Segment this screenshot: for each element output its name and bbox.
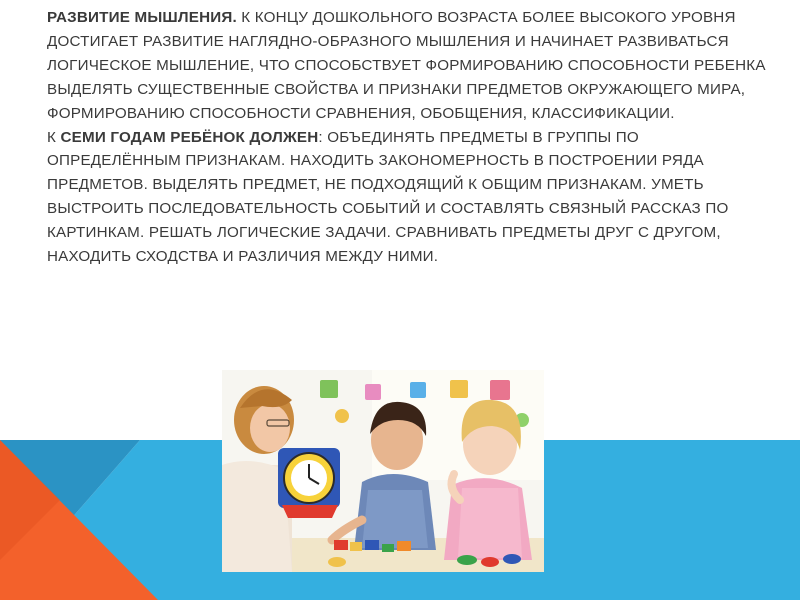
heading-seven-years: СЕМИ ГОДАМ РЕБЁНОК ДОЛЖЕН (60, 128, 319, 146)
photo-illustration (222, 370, 544, 572)
heading-thinking-development: РАЗВИТИЕ МЫШЛЕНИЯ. (47, 9, 237, 26)
wall-decoration (365, 384, 381, 400)
paragraph-seven-years (47, 126, 767, 269)
wall-decoration (450, 380, 468, 398)
toy-clock (278, 448, 340, 518)
paragraph-thinking-development (47, 6, 767, 126)
seven-years-prefix: К (47, 128, 61, 146)
wall-decoration (320, 380, 338, 398)
wall-decoration (490, 380, 510, 400)
wall-decoration (410, 382, 426, 398)
slide-text (47, 6, 767, 269)
seven-years-text: : ОБЪЕДИНЯТЬ ПРЕДМЕТЫ В ГРУППЫ ПО ОПРЕДЕЛЁННЫМ ПРИЗНАКАМ. НАХОДИТЬ ЗАКОНОМЕРНОСТЬ В ПОСТРОЕНИИ РЯДА ПРЕДМЕТОВ. ВЫДЕЛЯТЬ ПРЕДМЕТ, НЕ ПОДХОДЯЩИЙ К ОБЩИМ ПРИЗНАКАМ. УМЕТЬ ВЫСТРОИТЬ ПОСЛЕДОВАТЕЛЬНОСТЬ СОБЫТИЙ И СОСТАВЛЯТЬ СВЯЗНЫЙ РАССКАЗ ПО КАРТИНКАМ. РЕШАТЬ ЛОГИЧЕСКИЕ ЗАДАЧИ. СРАВНИВАТЬ ПРЕДМЕТЫ ДРУГ С ДРУГОМ, НАХОДИТЬ СХОДСТВА И РАЗЛИЧИЯ МЕЖДУ НИМИ. (47, 128, 729, 266)
thinking-development-text: К КОНЦУ ДОШКОЛЬНОГО ВОЗРАСТА БОЛЕЕ ВЫСОКОГО УРОВНЯ ДОСТИГАЕТ РАЗВИТИЕ НАГЛЯДНО-ОБРАЗНОГО МЫШЛЕНИЯ И НАЧИНАЕТ РАЗВИВАТЬСЯ ЛОГИЧЕСКОЕ МЫШЛЕНИЕ, ЧТО СПОСОБСТВУЕТ ФОРМИРОВАНИЮ СПОСОБНОСТИ РЕБЕНКА ВЫДЕЛЯТЬ СУЩЕСТВЕННЫЕ СВОЙСТВА И ПРИЗНАКИ ПРЕДМЕТОВ ОКРУЖАЮЩЕГО МИРА, ФОРМИРОВАНИЮ СПОСОБНОСТИ СРАВНЕНИЯ, ОБОБЩЕНИЯ, КЛАССИФИКАЦИИ. (47, 9, 766, 122)
teacher-with-children-photo (222, 370, 544, 572)
